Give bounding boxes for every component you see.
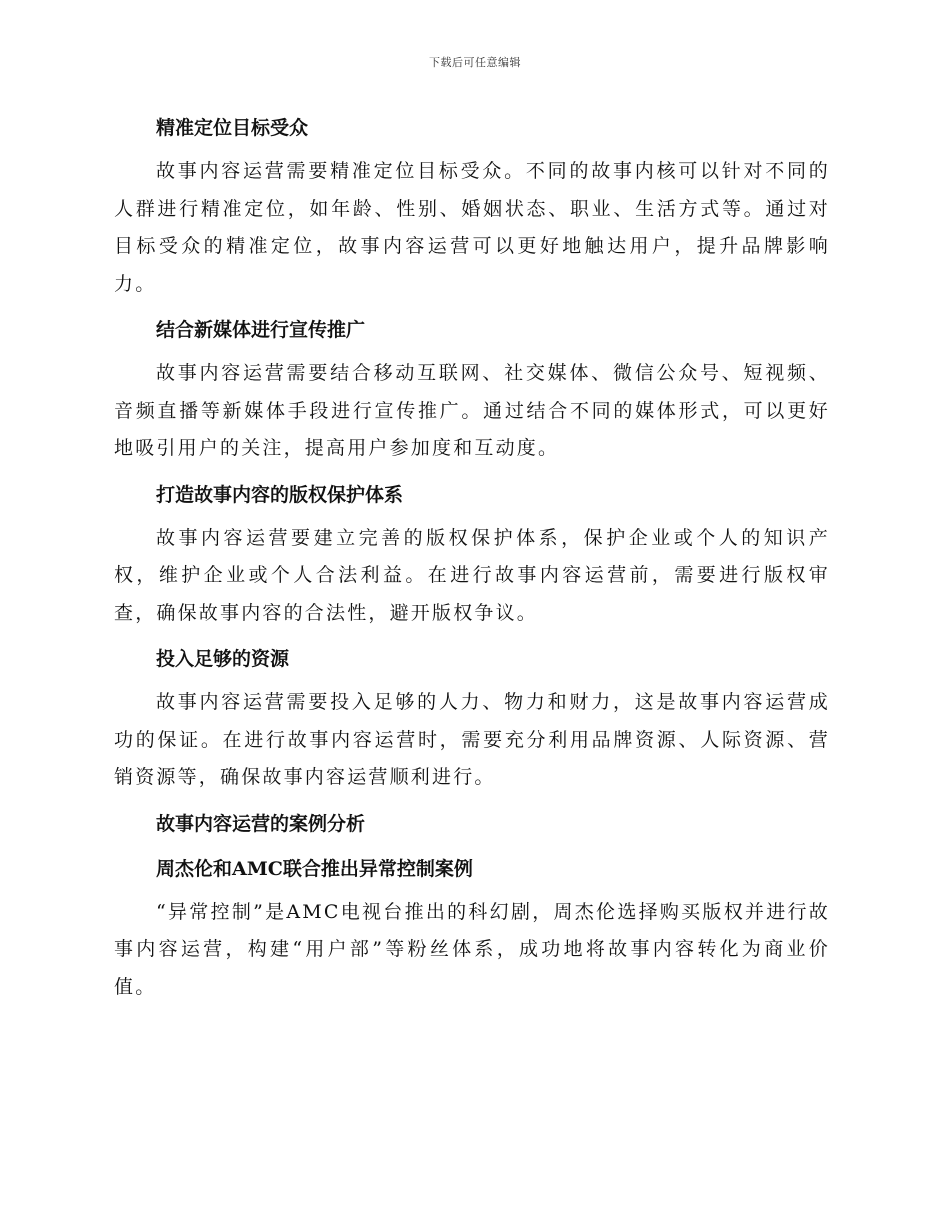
section-paragraph: “异常控制”是AMC电视台推出的科幻剧，周杰伦选择购买版权并进行故事内容运营，构建“用户部”等粉丝体系，成功地将故事内容转化为商业价值。 bbox=[114, 900, 830, 998]
section-paragraph: 故事内容运营需要投入足够的人力、物力和财力，这是故事内容运营成功的保证。在进行故事内容运营时，需要充分利用品牌资源、人际资源、营销资源等，确保故事内容运营顺利进行。 bbox=[114, 691, 830, 788]
section-paragraph: 故事内容运营需要精准定位目标受众。不同的故事内核可以针对不同的人群进行精准定位，如年龄、性别、婚姻状态、职业、生活方式等。通过对目标受众的精准定位，故事内容运营可以更好地触达用户，提升品牌影响力。 bbox=[114, 160, 830, 295]
section-paragraph: 故事内容运营需要结合移动互联网、社交媒体、微信公众号、短视频、音频直播等新媒体手段进行宣传推广。通过结合不同的媒体形式，可以更好地吸引用户的关注，提高用户参加度和互动度。 bbox=[114, 362, 830, 459]
document-body bbox=[114, 110, 830, 1006]
section-heading: 打造故事内容的版权保护体系 bbox=[156, 483, 404, 506]
section-paragraph: 故事内容运营要建立完善的版权保护体系，保护企业或个人的知识产权，维护企业或个人合法利益。在进行故事内容运营前，需要进行版权审查，确保故事内容的合法性，避开版权争议。 bbox=[114, 526, 830, 624]
section-heading: 故事内容运营的案例分析 bbox=[156, 812, 366, 835]
section-heading: 投入足够的资源 bbox=[156, 648, 290, 670]
page-header: 下载后可任意编辑 bbox=[429, 56, 521, 69]
section-heading: 周杰伦和AMC联合推出异常控制案例 bbox=[156, 857, 473, 880]
section-heading: 结合新媒体进行宣传推广 bbox=[156, 319, 366, 341]
section-heading: 精准定位目标受众 bbox=[156, 117, 309, 139]
